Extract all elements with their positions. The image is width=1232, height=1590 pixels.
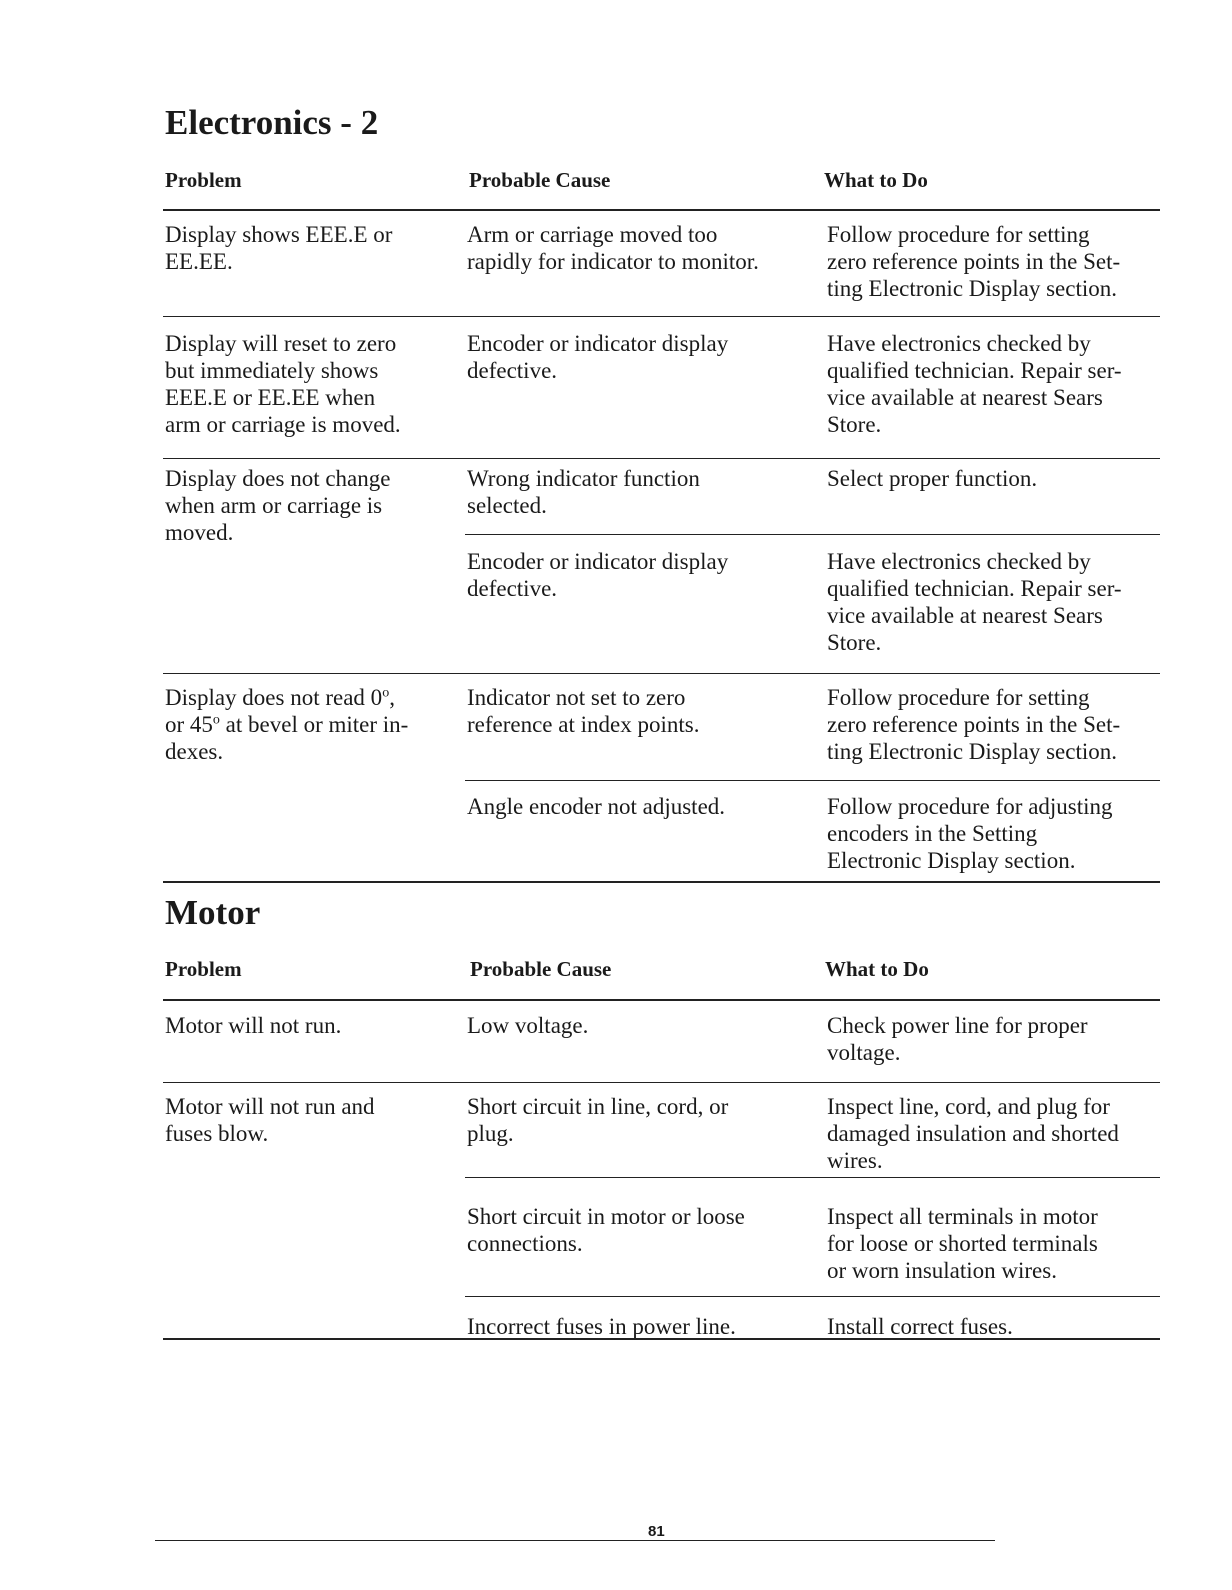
cause-cell: Wrong indicator function selected.: [467, 466, 700, 518]
page-number: 81: [648, 1523, 665, 1540]
row-rule: [163, 673, 1160, 674]
problem-cell: Display shows EEE.E or EE.EE.: [165, 222, 393, 274]
row-rule: [163, 458, 1160, 459]
row-rule: [163, 1082, 1160, 1083]
cause-cell: Encoder or indicator display defective.: [467, 549, 729, 601]
section-title-motor: Motor: [165, 893, 261, 932]
todo-cell: Have electronics checked by qualified technician. Repair ser- vice available at nearest Sears Store.: [827, 549, 1122, 655]
header-what-to-do: What to Do: [825, 957, 929, 981]
problem-cell: Motor will not run and fuses blow.: [165, 1094, 375, 1146]
header-what-to-do: What to Do: [824, 168, 928, 192]
header-rule: [163, 999, 1160, 1001]
todo-cell: Follow procedure for setting zero reference points in the Set- ting Electronic Display section.: [827, 222, 1121, 301]
todo-cell: Follow procedure for adjusting encoders in the Setting Electronic Display section.: [827, 794, 1113, 873]
sub-row-rule: [465, 780, 1160, 781]
problem-cell: Motor will not run.: [165, 1013, 342, 1038]
cause-cell: Encoder or indicator display defective.: [467, 331, 729, 383]
row-rule: [163, 316, 1160, 317]
header-probable-cause: Probable Cause: [469, 168, 611, 192]
todo-cell: Follow procedure for setting zero reference points in the Set- ting Electronic Display section.: [827, 685, 1121, 764]
section-end-rule: [163, 881, 1160, 883]
cause-cell: Short circuit in motor or loose connections.: [467, 1204, 745, 1256]
footer-rule: [155, 1540, 995, 1541]
todo-cell: Install correct fuses.: [827, 1314, 1013, 1339]
todo-cell: Select proper function.: [827, 466, 1038, 491]
sub-row-rule: [465, 1177, 1160, 1178]
todo-cell: Inspect all terminals in motor for loose or shorted terminals or worn insulation wires.: [827, 1204, 1098, 1283]
todo-cell: Have electronics checked by qualified technician. Repair ser- vice available at nearest Sears Store.: [827, 331, 1122, 437]
problem-cell: Display does not read 0$^o$, or 45$^o$ at bevel or miter in- dexes.: [165, 685, 409, 764]
cause-cell: Low voltage.: [467, 1013, 589, 1038]
cause-cell: Arm or carriage moved too rapidly for indicator to monitor.: [467, 222, 759, 274]
sub-row-rule: [465, 534, 1160, 535]
header-problem: Problem: [165, 168, 242, 192]
cause-cell: Short circuit in line, cord, or plug.: [467, 1094, 729, 1146]
header-problem: Problem: [165, 957, 242, 981]
problem-cell: Display does not change when arm or carriage is moved.: [165, 466, 391, 545]
cause-cell: Incorrect fuses in power line.: [467, 1314, 736, 1339]
cause-cell: Angle encoder not adjusted.: [467, 794, 726, 819]
header-rule: [163, 209, 1160, 211]
section-title-electronics: Electronics - 2: [165, 103, 379, 142]
table-end-rule: [163, 1338, 1160, 1340]
header-probable-cause: Probable Cause: [470, 957, 612, 981]
cause-cell: Indicator not set to zero reference at index points.: [467, 685, 700, 737]
problem-cell: Display will reset to zero but immediately shows EEE.E or EE.EE when arm or carriage is moved.: [165, 331, 401, 437]
todo-cell: Check power line for proper voltage.: [827, 1013, 1088, 1065]
todo-cell: Inspect line, cord, and plug for damaged insulation and shorted wires.: [827, 1094, 1119, 1173]
sub-row-rule: [465, 1296, 1160, 1297]
